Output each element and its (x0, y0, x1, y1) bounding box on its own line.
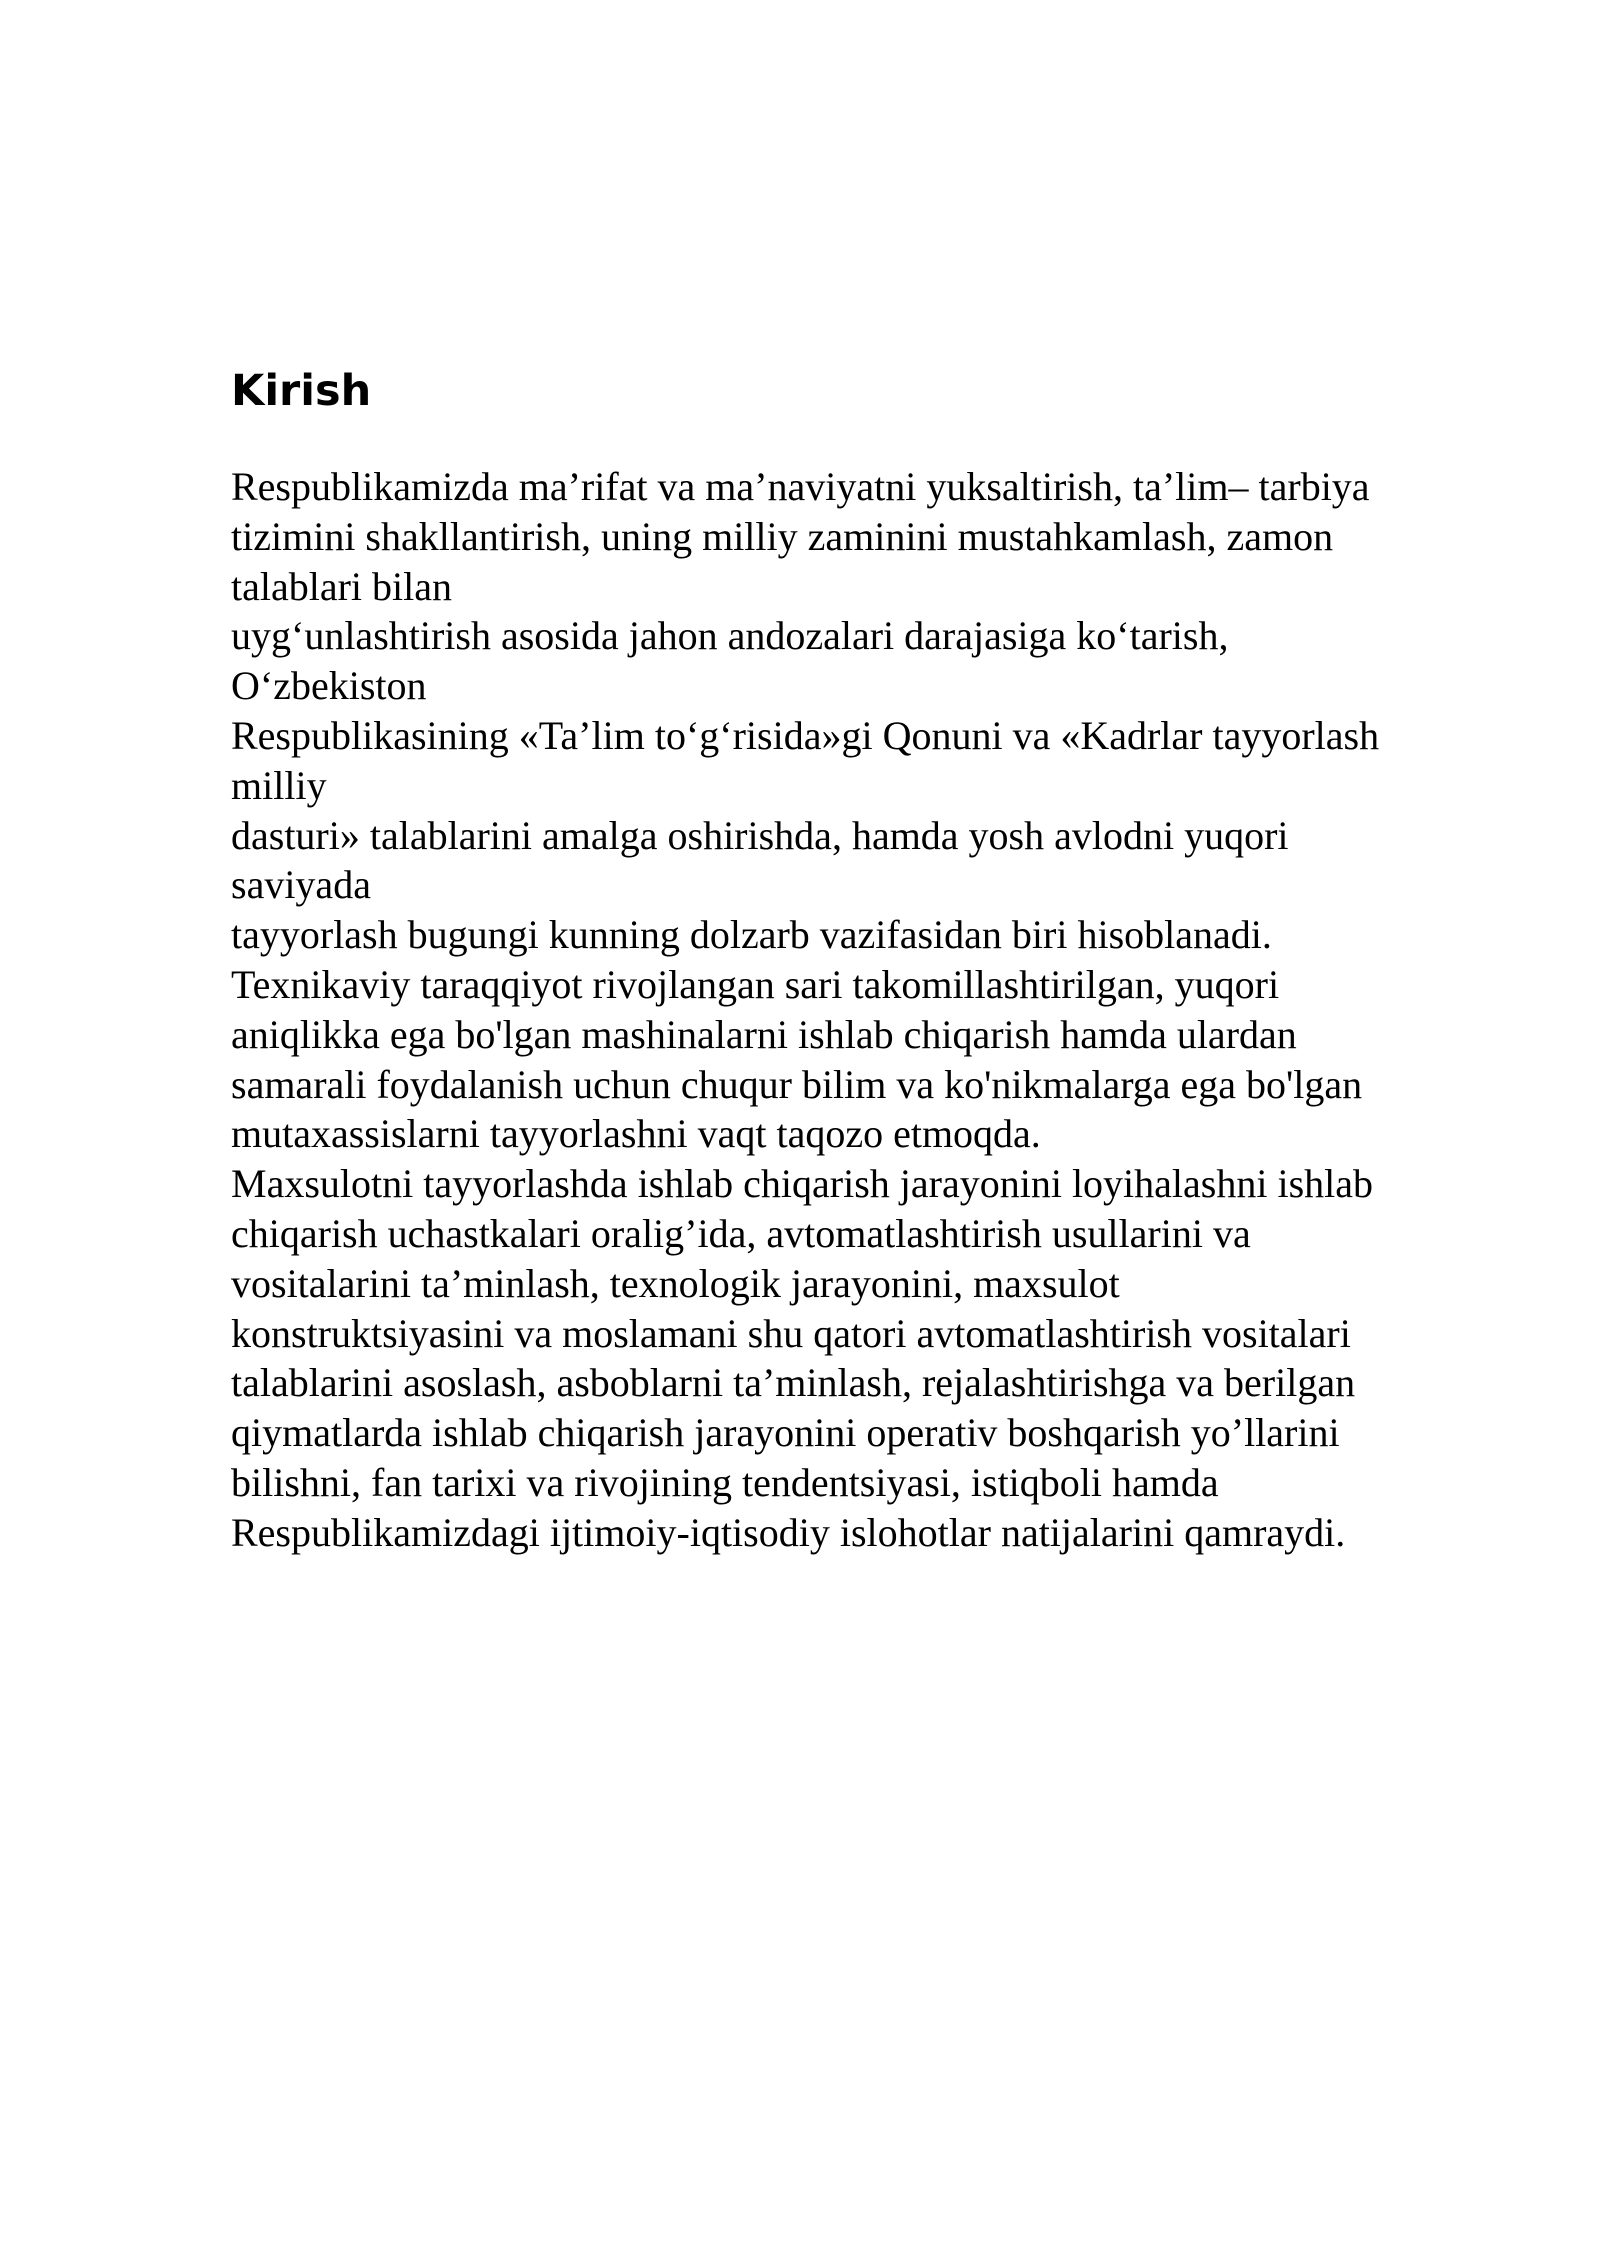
text-line: O‘zbekiston (231, 663, 427, 709)
text-line: Respublikamizdagi ijtimoiy-iqtisodiy islohotlar natijalarini qamraydi. (231, 1509, 1346, 1555)
text-line: mutaxassislarni tayyorlashni vaqt taqozo etmoqda. (231, 1111, 1041, 1157)
text-line: qiymatlarda ishlab chiqarish jarayonini operativ boshqarish yo’llarini (231, 1410, 1340, 1456)
text-line: aniqlikka ega bo'lgan mashinalarni ishlab chiqarish hamda ulardan (231, 1011, 1297, 1057)
page-heading: Kirish (231, 366, 372, 416)
text-line: tayyorlash bugungi kunning dolzarb vazifasidan biri hisoblanadi. (231, 912, 1272, 958)
text-line: samarali foydalanish uchun chuqur bilim va ko'nikmalarga ega bo'lgan (231, 1061, 1363, 1107)
text-line: talablarini asoslash, asboblarni ta’minlash, rejalashtirishga va berilgan (231, 1360, 1356, 1406)
text-line: chiqarish uchastkalari oralig’ida, avtomatlashtirish usullarini va (231, 1210, 1251, 1256)
text-line: dasturi» talablarini amalga oshirishda, hamda yosh avlodni yuqori (231, 812, 1289, 858)
text-line: tizimini shakllantirish, uning milliy zaminini mustahkamlash, zamon (231, 513, 1334, 559)
text-line: uyg‘unlashtirish asosida jahon andozalari darajasiga ko‘tarish, (231, 613, 1229, 659)
text-line: saviyada (231, 862, 371, 908)
text-line: milliy (231, 762, 327, 808)
body-text (231, 462, 1561, 1558)
text-line: talablari bilan (231, 563, 453, 609)
text-line: konstruktsiyasini va moslamani shu qatori avtomatlashtirish vositalari (231, 1310, 1351, 1356)
text-line: Respublikamizda ma’rifat va ma’naviyatni yuksaltirish, ta’lim– tarbiya (231, 464, 1370, 509)
text-line: bilishni, fan tarixi va rivojining tendentsiyasi, istiqboli hamda (231, 1459, 1219, 1505)
text-line: Respublikasining «Ta’lim to‘g‘risida»gi Qonuni va «Kadrlar tayyorlash (231, 712, 1380, 758)
text-line: vositalarini ta’minlash, texnologik jarayonini, maxsulot (231, 1260, 1120, 1306)
text-line: Texnikaviy taraqqiyot rivojlangan sari takomillashtirilgan, yuqori (231, 961, 1280, 1007)
text-line: Maxsulotni tayyorlashda ishlab chiqarish jarayonini loyihalashni ishlab (231, 1161, 1374, 1207)
